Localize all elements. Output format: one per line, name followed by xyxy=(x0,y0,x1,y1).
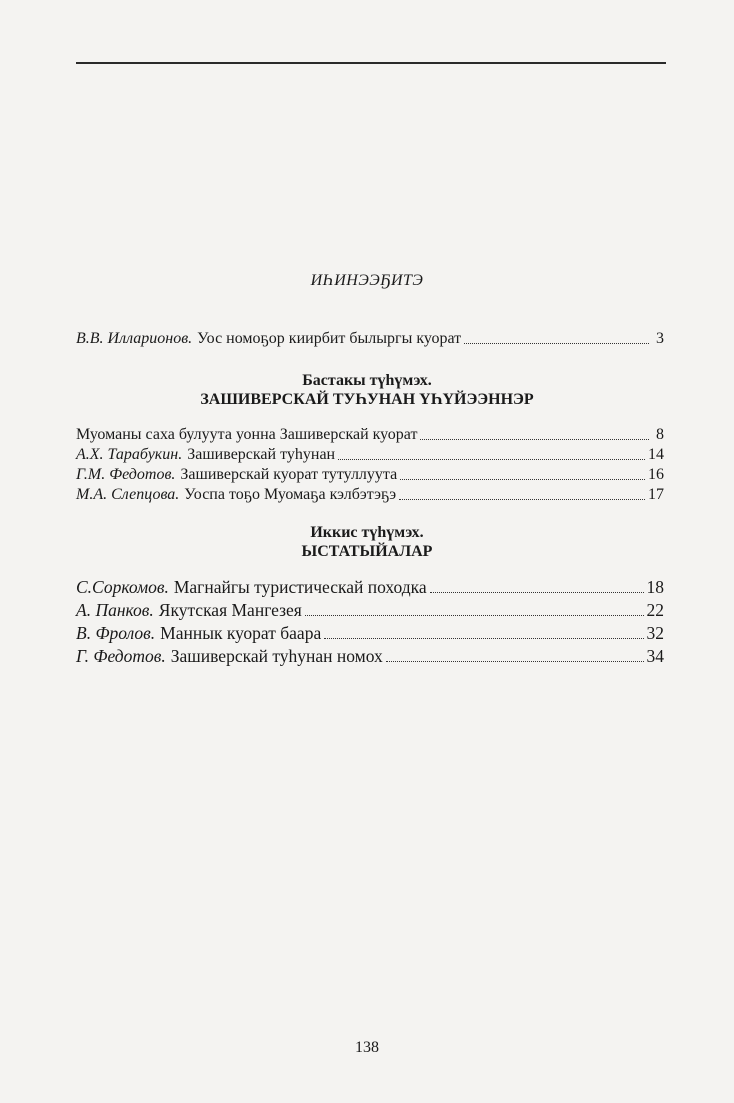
dot-leader xyxy=(305,614,644,616)
entry-author: А.Х. Тарабукин. xyxy=(76,446,183,463)
toc-entry[interactable] xyxy=(76,486,664,504)
entry-page: 14 xyxy=(648,446,664,463)
entry-page: 22 xyxy=(646,600,664,620)
part1-title: ЗАШИВЕРСКАЙ ТУҺУНАН ҮҺҮЙЭЭННЭР xyxy=(200,391,534,408)
entry-page: 17 xyxy=(648,486,664,503)
toc-entry[interactable] xyxy=(76,646,664,666)
dot-leader xyxy=(324,637,643,639)
toc-entry-intro[interactable] xyxy=(76,330,664,348)
entry-author: В.В. Илларионов. xyxy=(76,330,193,347)
entry-author: М.А. Слепцова. xyxy=(76,486,180,503)
toc-entry[interactable] xyxy=(76,577,664,597)
entry-title: Зашиверскай туһунан xyxy=(187,446,336,463)
entry-title: Зашиверскай туһунан номох xyxy=(170,646,383,666)
entry-title: Маннык куорат баара xyxy=(160,623,322,643)
entry-author: Г.М. Федотов. xyxy=(76,466,176,483)
toc-entry[interactable] xyxy=(76,623,664,643)
dot-leader xyxy=(400,478,645,480)
dot-leader xyxy=(386,660,644,662)
entry-author: А. Панков. xyxy=(76,600,154,620)
entry-title: Зашиверскай куорат тутуллуута xyxy=(180,466,398,483)
part1-label: Бастакы түһүмэх. xyxy=(302,372,432,389)
dot-leader xyxy=(399,498,645,500)
page-number: 138 xyxy=(355,1039,379,1056)
entry-title: Якутская Мангезея xyxy=(158,600,302,620)
entry-author: В. Фролов. xyxy=(76,623,156,643)
entry-author: Г. Федотов. xyxy=(76,646,166,666)
entry-page: 8 xyxy=(656,426,664,443)
entry-page: 16 xyxy=(648,466,664,483)
entry-page: 34 xyxy=(646,646,664,666)
entry-page: 32 xyxy=(646,623,664,643)
toc-entry[interactable] xyxy=(76,446,664,464)
entry-author: С.Соркомов. xyxy=(76,577,169,597)
part2-label: Иккис түһүмэх. xyxy=(310,524,424,541)
dot-leader xyxy=(420,438,649,440)
entry-page: 18 xyxy=(646,577,664,597)
entry-title: Уос номоҕор киирбит былыргы куорат xyxy=(197,330,462,347)
toc-entry[interactable] xyxy=(76,426,664,444)
entry-title: Муоманы саха булуута уонна Зашиверскай куорат xyxy=(76,426,418,443)
intro-heading: ИҺИНЭЭҔИТЭ xyxy=(310,272,424,289)
toc-entry[interactable] xyxy=(76,600,664,620)
entry-title: Магнайгы туристическай походка xyxy=(173,577,427,597)
entry-title: Уоспа тоҕо Муомаҕа кэлбэтэҕэ xyxy=(184,486,397,503)
dot-leader xyxy=(430,591,644,593)
dot-leader xyxy=(338,458,645,460)
part2-title: ЫСТАТЫЙАЛАР xyxy=(301,543,433,560)
dot-leader xyxy=(464,342,649,344)
entry-page: 3 xyxy=(656,330,664,347)
top-rule xyxy=(76,62,666,64)
toc-entry[interactable] xyxy=(76,466,664,484)
